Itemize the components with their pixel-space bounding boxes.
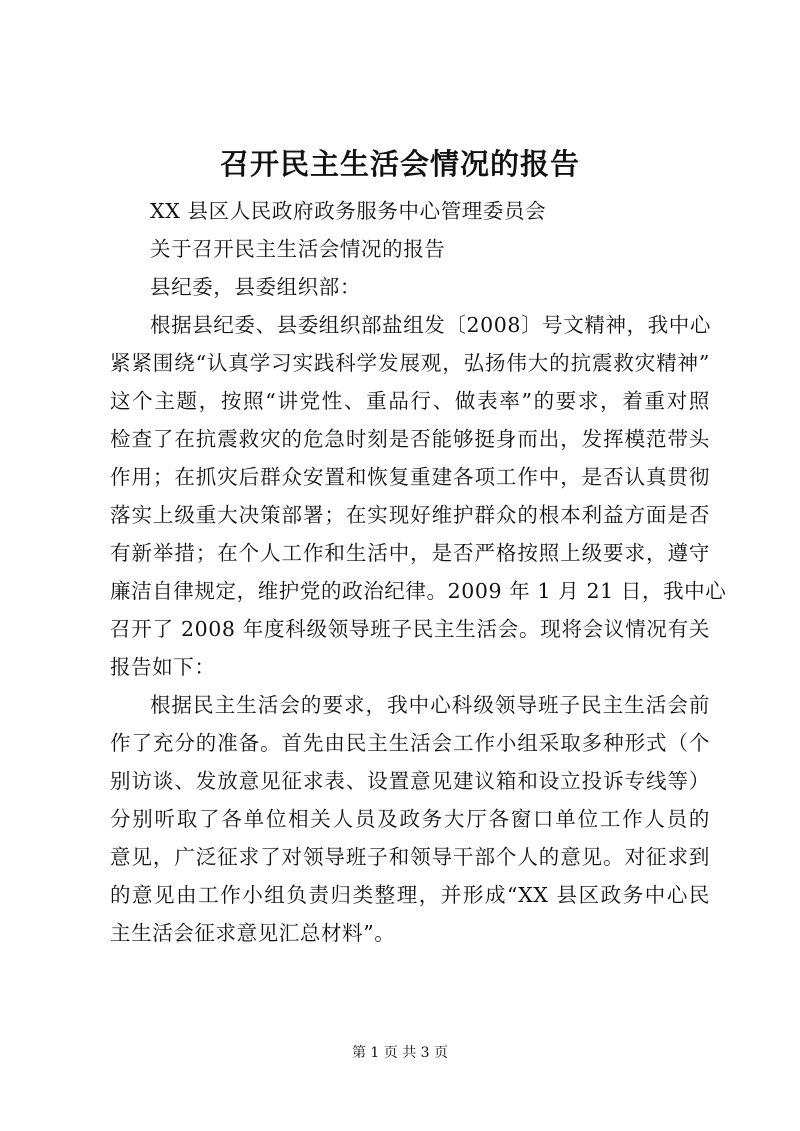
paragraph-line: 的意见由工作小组负责归类整理，并形成“XX 县区政务中心民 [110,883,710,907]
paragraph-line: 这个主题，按照“讲党性、重品行、做表率”的要求，着重对照 [110,389,710,413]
paragraph-line: 根据县纪委、县委组织部盐组发〔2008〕号文精神，我中心 [150,313,711,337]
paragraph-1 [110,306,727,686]
page-number-footer: 第 1 页 共 3 页 [351,1045,449,1061]
paragraph-line: 根据民主生活会的要求，我中心科级领导班子民主生活会前 [150,693,710,717]
paragraph-line: 召开了 2008 年度科级领导班子民主生活会。现将会议情况有关 [110,617,710,641]
document-body [110,192,727,952]
document-title: 召开民主生活会情况的报告 [219,147,580,181]
paragraph-line: 作用；在抓灾后群众安置和恢复重建各项工作中，是否认真贯彻 [110,465,710,489]
paragraph-line: 检查了在抗震救灾的危急时刻是否能够挺身而出，发挥模范带头 [110,427,710,451]
paragraph-line: 分别听取了各单位相关人员及政务大厅各窗口单位工作人员的 [110,807,710,831]
paragraph-line: 别访谈、发放意见征求表、设置意见建议箱和设立投诉专线等） [110,769,710,793]
paragraph-line: 紧紧围绕“认真学习实践科学发展观，弘扬伟大的抗震救灾精神” [110,351,710,375]
paragraph-line: 作了充分的准备。首先由民主生活会工作小组采取多种形式（个 [110,731,710,755]
salutation-line: 县纪委，县委组织部： [150,275,361,299]
sender-line: XX 县区人民政府政务服务中心管理委员会 [150,199,547,223]
paragraph-line: 意见，广泛征求了对领导班子和领导干部个人的意见。对征求到 [110,845,710,869]
paragraph-line: 主生活会征求意见汇总材料”。 [110,921,396,945]
subject-line: 关于召开民主生活会情况的报告 [150,237,446,261]
paragraph-2 [110,686,710,952]
paragraph-line: 报告如下： [110,655,216,679]
paragraph-line: 落实上级重大决策部署；在实现好维护群众的根本利益方面是否 [110,503,710,527]
paragraph-line: 有新举措；在个人工作和生活中，是否严格按照上级要求，遵守 [110,541,710,565]
paragraph-line: 廉洁自律规定，维护党的政治纪律。2009 年 1 月 21 日，我中心 [110,579,727,603]
